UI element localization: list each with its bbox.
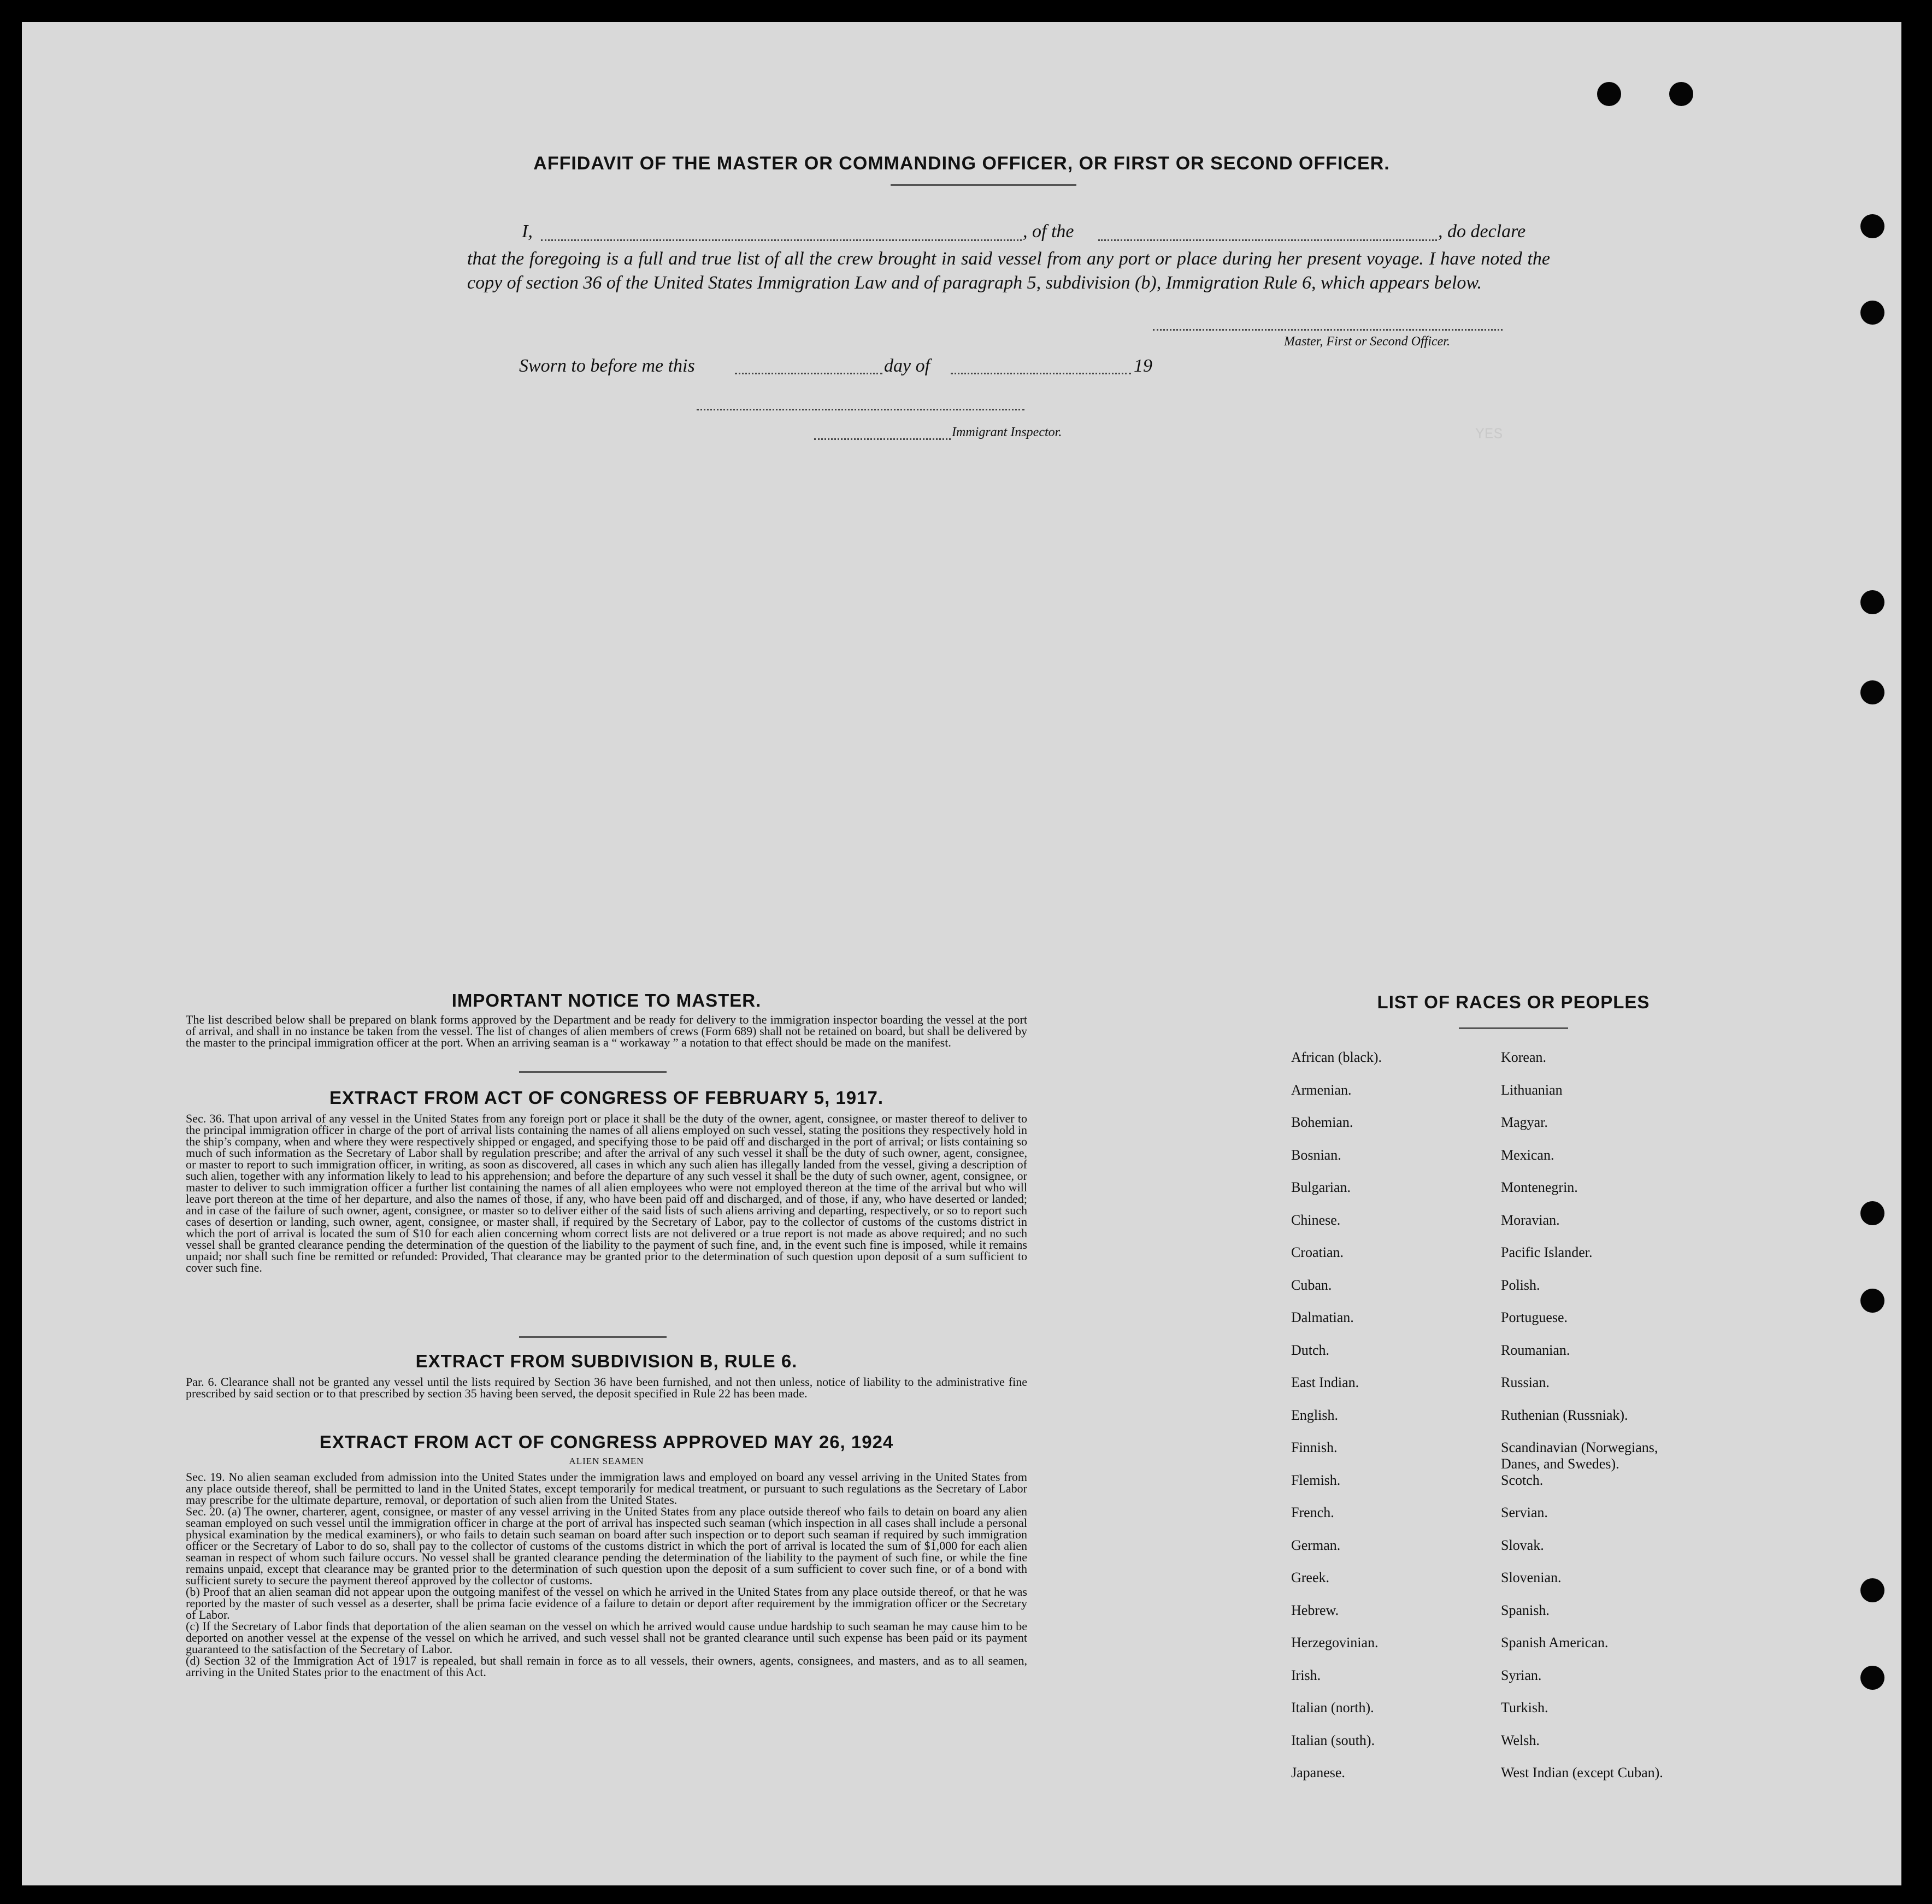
race-item: Dutch. xyxy=(1291,1342,1330,1358)
bleed-through-text: YES xyxy=(1475,426,1687,443)
races-divider xyxy=(1459,1027,1568,1029)
race-item: Turkish. xyxy=(1501,1700,1548,1715)
race-item: African (black). xyxy=(1291,1049,1382,1065)
punch-hole xyxy=(1597,82,1621,106)
sec-20a-paragraph: Sec. 20. (a) The owner, charterer, agent, consignee, or master of any vessel arriving in the United States from any place outside thereof who fails to detain on board any alien seaman employed on such vessel until the immigration officer in charge at the port of arrival has inspected such seaman (which inspection in all cases shall include a personal physical examination by the medical examiners), or who fails to detain such seaman on board after such inspection or to deport such seaman if required by such immigration officer or the Secretary of Labor to do so, shall pay to the collector of customs of the customs district in which the port of arrival is located the sum of $1,000 for each alien seaman in respect of whom such failure occurs. No vessel shall be granted clearance pending the determination of the liability to the payment of such fine, or while the fine remains unpaid, except that clearance may be granted prior to the determination of such question upon the deposit of a sum sufficient to cover such fine, or of a bond with sufficient surety to secure the payment thereof approved by the collector of customs. xyxy=(186,1505,1027,1587)
race-item: Portuguese. xyxy=(1501,1309,1568,1325)
extract-1924-body xyxy=(186,1471,1027,1678)
race-item: Irish. xyxy=(1291,1667,1321,1683)
race-item: Bohemian. xyxy=(1291,1114,1353,1130)
sec-20c-paragraph: (c) If the Secretary of Labor finds that deportation of the alien seaman on the vessel on which he arrived would cause undue hardship to such seaman he may cause him to be deported on another vessel at the expense of the vessel on which he arrived, and such vessel shall not be granted clearance until such expense has been paid or its payment guaranteed to the satisfaction of the Secretary of Labor. xyxy=(186,1619,1027,1656)
sworn-day-of: day of xyxy=(884,356,930,376)
form-sheet xyxy=(22,22,1901,1885)
sworn-date-field[interactable] xyxy=(735,373,882,374)
sec-19-paragraph: Sec. 19. No alien seaman excluded from admission into the United States under the immigration laws and employed on board any vessel arriving in the United States from any place outside thereof, shall be permitted to land in the United States, except temporarily for medical treatment, or pursuant to such regulations as the Secretary of Labor may prescribe for the ultimate departure, removal, or deportation of such alien from the United States. xyxy=(186,1470,1027,1507)
punch-hole xyxy=(1860,1201,1884,1225)
race-item: Scotch. xyxy=(1501,1472,1544,1488)
race-item: French. xyxy=(1291,1505,1334,1520)
race-item: Italian (north). xyxy=(1291,1700,1374,1715)
race-item: German. xyxy=(1291,1537,1341,1553)
title-divider xyxy=(891,184,1076,186)
extract-rule6-body: Par. 6. Clearance shall not be granted any vessel until the lists required by Section 36 have been furnished, and not then unless, notice of liability to the administrative fine prescribed by said section or to that prescribed by section 35 having been served, the deposit specified in Rule 22 has been made. xyxy=(186,1375,1027,1400)
race-item: Herzegovinian. xyxy=(1291,1635,1379,1650)
sec-20b-paragraph: (b) Proof that an alien seaman did not appear upon the outgoing manifest of the vessel on which he arrived in the United States from any place outside thereof, or that he was reported by the master of such vessel as a deserter, shall be prima facie evidence of a failure to detain or deport after requirement by the immigration officer or the Secretary of Labor. xyxy=(186,1585,1027,1621)
race-item: Hebrew. xyxy=(1291,1602,1339,1618)
inspector-name-field[interactable] xyxy=(814,438,951,440)
punch-hole xyxy=(1860,680,1884,704)
extract-rule6-title: EXTRACT FROM SUBDIVISION B, RULE 6. xyxy=(415,1351,798,1371)
punch-hole xyxy=(1860,214,1884,238)
punch-hole xyxy=(1669,82,1693,106)
race-item: Bosnian. xyxy=(1291,1147,1341,1163)
race-item: Polish. xyxy=(1501,1277,1540,1293)
race-item: Lithuanian xyxy=(1501,1082,1563,1098)
punch-hole xyxy=(1860,1578,1884,1602)
extract-1924-title: EXTRACT FROM ACT OF CONGRESS APPROVED MAY 26, 1924 xyxy=(319,1432,894,1452)
declare-do: , do declare xyxy=(1438,221,1526,242)
race-item: Greek. xyxy=(1291,1570,1330,1585)
race-item: Japanese. xyxy=(1291,1765,1345,1780)
race-item: Italian (south). xyxy=(1291,1732,1375,1748)
race-item: Spanish American. xyxy=(1501,1635,1609,1650)
signature-field[interactable] xyxy=(1153,329,1503,331)
extract-1917-title: EXTRACT FROM ACT OF CONGRESS OF FEBRUARY 5, 1917. xyxy=(329,1088,884,1108)
affidavit-title: AFFIDAVIT OF THE MASTER OR COMMANDING OFFICER, OR FIRST OR SECOND OFFICER. xyxy=(533,153,1390,174)
race-item: Welsh. xyxy=(1501,1732,1540,1748)
declare-of-the: , of the xyxy=(1023,221,1074,242)
sworn-year: 19 xyxy=(1134,356,1152,376)
punch-hole xyxy=(1860,1289,1884,1313)
race-item: Ruthenian (Russniak). xyxy=(1501,1407,1628,1423)
race-item: Armenian. xyxy=(1291,1082,1352,1098)
notice-title: IMPORTANT NOTICE TO MASTER. xyxy=(451,990,762,1010)
race-item: Finnish. xyxy=(1291,1439,1338,1455)
race-item: Cuban. xyxy=(1291,1277,1332,1293)
race-item: English. xyxy=(1291,1407,1338,1423)
race-item: Magyar. xyxy=(1501,1114,1548,1130)
affidavit-body: that the foregoing is a full and true list of all the crew brought in said vessel from any port or place during her present voyage. I have noted the copy of section 36 of the United States Immigration Law and of paragraph 5, subdivision (b), Immigration Rule 6, which appears below. xyxy=(467,249,1550,293)
punch-hole xyxy=(1860,301,1884,325)
race-item: Spanish. xyxy=(1501,1602,1550,1618)
inspector-signature-field[interactable] xyxy=(697,409,1024,410)
punch-hole xyxy=(1860,590,1884,614)
officer-name-field[interactable] xyxy=(541,239,1022,241)
race-item: Flemish. xyxy=(1291,1472,1341,1488)
race-item: Mexican. xyxy=(1501,1147,1554,1163)
race-item: West Indian (except Cuban). xyxy=(1501,1765,1663,1780)
race-item: Pacific Islander. xyxy=(1501,1244,1593,1260)
sworn-month-field[interactable] xyxy=(951,373,1131,374)
declare-i: I, xyxy=(522,221,533,242)
signature-label: Master, First or Second Officer. xyxy=(1284,334,1450,349)
race-item: Montenegrin. xyxy=(1501,1179,1578,1195)
race-item: Moravian. xyxy=(1501,1212,1560,1228)
race-item: Servian. xyxy=(1501,1505,1548,1520)
races-title: LIST OF RACES OR PEOPLES xyxy=(1377,992,1650,1012)
sworn-prefix: Sworn to before me this xyxy=(519,356,695,376)
sec-20d-paragraph: (d) Section 32 of the Immigration Act of 1917 is repealed, but shall remain in force as to all vessels, their owners, agents, consignees, and masters, and as to all seamen, arriving in the United States prior to the enactment of this Act. xyxy=(186,1654,1027,1679)
race-item: Scandinavian (Norwegians, Danes, and Swedes). xyxy=(1501,1439,1658,1472)
inspector-label: Immigrant Inspector. xyxy=(952,425,1062,439)
extract-1917-divider xyxy=(519,1336,667,1338)
race-item: Roumanian. xyxy=(1501,1342,1570,1358)
race-item: Russian. xyxy=(1501,1374,1550,1390)
vessel-name-field[interactable] xyxy=(1098,239,1437,241)
race-item: Slovenian. xyxy=(1501,1570,1562,1585)
notice-body: The list described below shall be prepared on blank forms approved by the Department and be ready for delivery to the immigration inspector boarding the vessel at the port of arrival, and shall in no instance be taken from the vessel. The list of changes of alien members of crews (Form 689) shall not be retained on board, but shall be delivered by the master to the principal immigration officer at the port. When an arriving seaman is a “ workaway ” a notation to that effect should be made on the manifest. xyxy=(186,1013,1027,1049)
race-item: Bulgarian. xyxy=(1291,1179,1351,1195)
extract-1917-body: Sec. 36. That upon arrival of any vessel in the United States from any foreign port or place it shall be the duty of the owner, agent, consignee, or master thereof to deliver to the principal immigration officer in charge of the port of arrival lists containing the names of all aliens employed on such vessel, stating the positions they respectively hold in the ship’s company, when and where they were respectively shipped or engaged, and specifying those to be paid off and discharged in the port of arrival; or lists containing so much of such information as the Secretary of Labor shall by regulation prescribe; and after the arrival of any such vessel it shall be the duty of such owner, agent, consignee, or master to report to such immigration officer, in writing, as soon as discovered, all cases in which any such alien has illegally landed from the vessel, giving a description of such alien, together with any information likely to lead to his apprehension; and before the departure of any such vessel it shall be the duty of such owner, agent, consignee, or master to deliver to such immigration officer a further list containing the names of all alien employees who were not employed thereon at the time of the arrival but who will leave port thereon at the time of her departure, and also the names of those, if any, who have been paid off and discharged, and of those, if any, who have deserted or landed; and in case of the failure of such owner, agent, consignee, or master so to deliver either of the said lists of such aliens arriving and departing, respectively, or so to report such cases of desertion or landing, such owner, agent, consignee, or master shall, if required by the Secretary of Labor, pay to the collector of customs of the customs district in which the port of arrival is located the sum of $10 for each alien concerning whom correct lists are not delivered or a true report is not made as above required; and no such vessel shall be granted clearance pending the determination of the question of the liability to the payment of such fine, and, in the event such fine is imposed, while it remains unpaid; nor shall such fine be remitted or refunded: Provided, That clearance may be granted prior to the determination of such question upon deposit of a sum sufficient to cover such fine. xyxy=(186,1112,1027,1274)
extract-1924-subtitle: ALIEN SEAMEN xyxy=(569,1456,644,1466)
race-item: Chinese. xyxy=(1291,1212,1341,1228)
punch-hole xyxy=(1860,1666,1884,1690)
race-item: Korean. xyxy=(1501,1049,1547,1065)
notice-divider xyxy=(519,1071,667,1073)
race-item: East Indian. xyxy=(1291,1374,1359,1390)
race-item: Slovak. xyxy=(1501,1537,1544,1553)
race-item: Croatian. xyxy=(1291,1244,1344,1260)
race-item: Syrian. xyxy=(1501,1667,1542,1683)
race-item: Dalmatian. xyxy=(1291,1309,1354,1325)
